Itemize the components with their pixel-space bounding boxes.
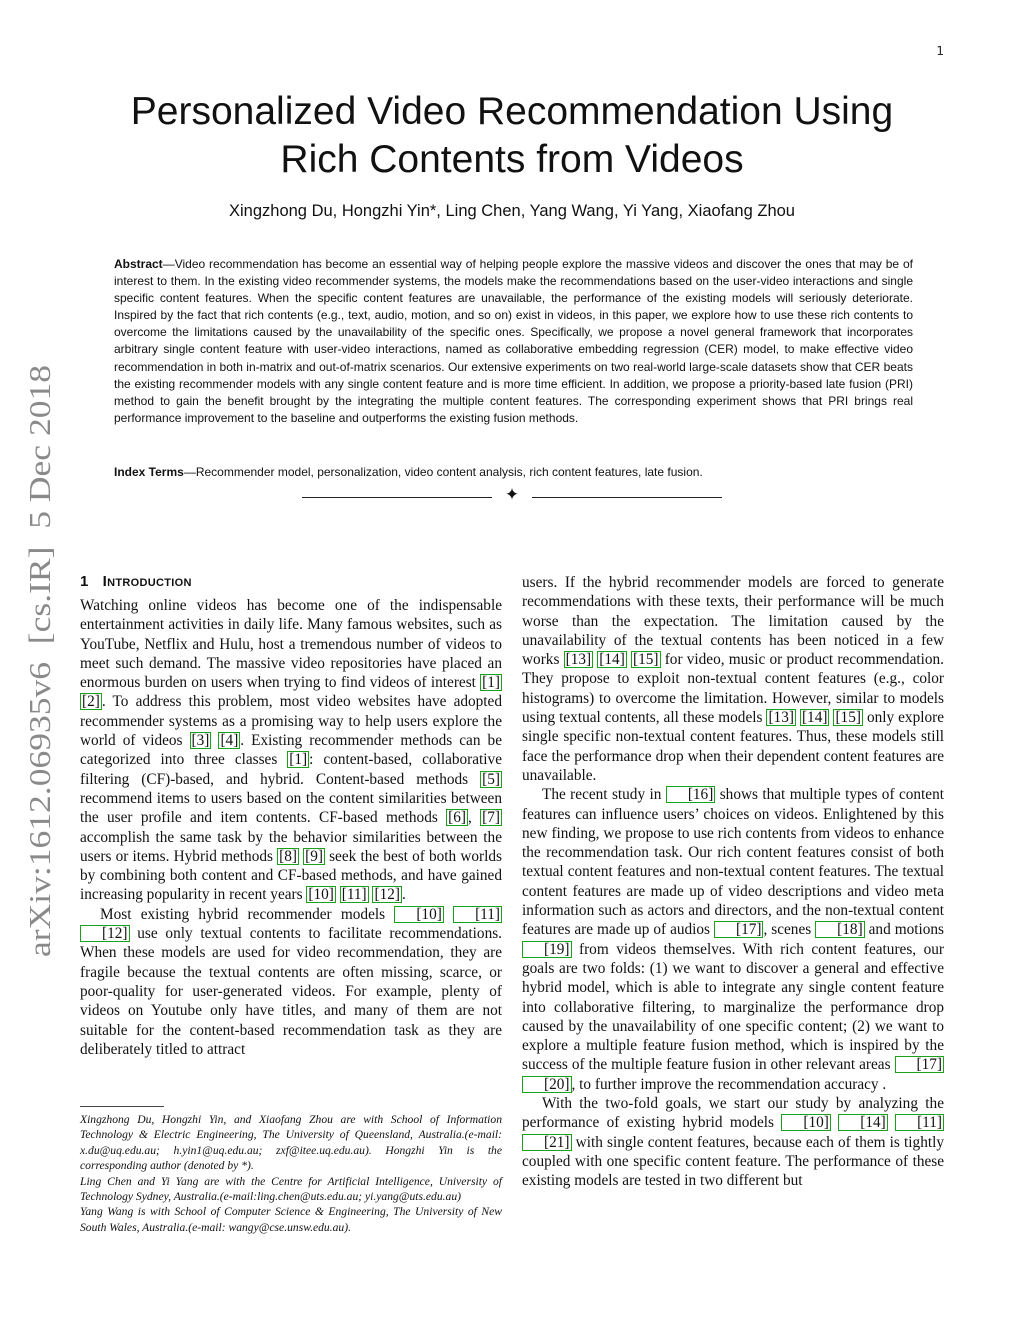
page-number: 1 bbox=[936, 44, 944, 58]
arxiv-stamp-graphic bbox=[12, 363, 68, 959]
citation-link[interactable]: [14] bbox=[801, 709, 828, 727]
citation-link[interactable]: [14] bbox=[599, 651, 625, 669]
section-divider bbox=[302, 485, 722, 508]
citation-link[interactable]: [10] bbox=[394, 906, 444, 923]
citation-link[interactable]: [12] bbox=[374, 886, 400, 904]
divider-line-left bbox=[302, 497, 492, 498]
citation-link[interactable]: [7] bbox=[482, 809, 500, 827]
citation-link[interactable]: [11] bbox=[453, 906, 502, 923]
intro-paragraph-2: Most existing hybrid recommender models [10] [11] [12] use only textual contents to facilitate recommendations. When these models are used for video recommendation, they are fragile because the textual contents are often missing, scarce, or poor-quality for user-generated videos. For example, plenty of videos on Youtube only have titles, and many of them are not suitable for the content-based recommendation task as they are deliberately titled to attract bbox=[80, 905, 502, 1058]
citation-link[interactable]: [2] bbox=[82, 693, 100, 711]
footnotes bbox=[80, 1112, 502, 1235]
paper-title-line-1: Personalized Video Recommendation Using bbox=[130, 90, 894, 133]
citation-link[interactable]: [13] bbox=[565, 651, 592, 669]
citation-link[interactable]: [10] bbox=[781, 1114, 831, 1131]
citation-link[interactable]: [13] bbox=[768, 709, 794, 727]
arxiv-stamp-text: arXiv:1612.06935v6 [cs.IR] 5 Dec 2018 bbox=[22, 440, 57, 957]
arxiv-stamp bbox=[12, 363, 68, 959]
citation-link[interactable]: [12] bbox=[80, 925, 130, 942]
citation-link[interactable]: [15] bbox=[835, 709, 861, 727]
left-column bbox=[80, 573, 502, 1059]
intro-paragraph-5: With the two-fold goals, we start our study by analyzing the performance of existing hybrid models [10] [14] [11] [21] with single content features, because each of them is tightly coupled with one specific content feature. The performance of these existing models are tested in two different but bbox=[522, 1095, 944, 1190]
citation-link[interactable]: [1] bbox=[289, 751, 308, 769]
citation-link[interactable]: [3] bbox=[191, 732, 210, 750]
citation-link[interactable]: [11] bbox=[341, 886, 367, 904]
paper-title bbox=[80, 88, 944, 183]
right-column bbox=[522, 573, 944, 1191]
abstract-text: —Video recommendation has become an essential way of helping people explore the massive videos and discover the ones that may be of interest to them. In the existing video recommender systems, the models make the recommendations based on the user-video interactions and single specific content features. When the specific content features are unavailable, the performance of the existing models will seriously deteriorate. Inspired by the fact that rich contents (e.g., text, audio, motion, and so on) exist in videos, in this paper, we explore how to use these rich contents to overcome the limitations caused by the unavailability of the specific ones. Specifically, we propose a novel general framework that incorporates arbitrary single content feature with user-video interactions, named as collaborative embedding regression (CER) model, to make effective video recommendation in both in-matrix and out-of-matrix scenarios. Our extensive experiments on two real-world large-scale datasets show that CER beats the existing recommender models with any single content feature and is more time efficient. In addition, we propose a priority-based late fusion (PRI) method to gain the benefit brought by the integrating the multiple content features. The corresponding experiment shows that PRI brings real performance improvement to the baseline and outperforms the existing fusion methods. bbox=[114, 257, 913, 425]
author-list: Xingzhong Du, Hongzhi Yin*, Ling Chen, Yang Wang, Yi Yang, Xiaofang Zhou bbox=[229, 202, 795, 220]
intro-paragraph-1: Watching online videos has become one of the indispensable entertainment activities in daily life. Many famous websites, such as YouTube, Netflix and Hulu, host a tremendous number of videos to meet such demand. The massive video repositories have placed an enormous burden on users when trying to find videos of interest [1] [2] . To address this problem, most video websites have adopted recommender systems as a promising way to help users explore the world of videos [3] [4] . Existing recommender methods can be categorized into three classes [1] : content-based, collaborative filtering (CF)-based, and hybrid. Content-based methods [5] recommend items to users based on the content similarities between the user profile and item contents. CF-based methods [6] , [7] accomplish the same task by the behavior similarities between the users or items. Hybrid methods [8] [9] seek the best of both worlds by combining both content and CF-based methods, and have gained increasing popularity in recent years [10] [11] [12] . bbox=[80, 597, 502, 904]
citation-link[interactable]: [4] bbox=[220, 732, 239, 750]
citation-link[interactable]: [11] bbox=[895, 1114, 944, 1131]
citation-link[interactable]: [10] bbox=[308, 886, 334, 904]
citation-link[interactable]: [21] bbox=[522, 1134, 572, 1151]
citation-link[interactable]: [14] bbox=[838, 1114, 888, 1131]
divider-star-icon: ✦ bbox=[504, 485, 520, 505]
citation-link[interactable]: [5] bbox=[482, 770, 500, 788]
citation-link[interactable]: [16] bbox=[666, 786, 716, 803]
divider-line-right bbox=[532, 497, 722, 498]
abstract-label: Abstract bbox=[114, 257, 163, 271]
intro-paragraph-3: users. If the hybrid recommender models are forced to generate recommendations with these texts, their performance will be much worse than the expectation. The limitation caused by the unavailability of the textual contents has been noticed in a few works [13] [14] [15] for video, music or product recommendation. They propose to exploit non-textual content features (e.g., color histograms) to overcome the limitation. However, similar to models using textual contents, all these models [13] [14] [15] only explore single specific non-textual content features. Thus, these models still face the performance drop when their dependent content features are unavailable. bbox=[522, 574, 945, 784]
footnote-affiliation-unsw: Yang Wang is with School of Computer Science & Engineering, The University of New South Wales, Australia.(e-mail: wangy@cse.unsw.edu.au). bbox=[80, 1205, 502, 1234]
citation-link[interactable]: [18] bbox=[815, 921, 865, 938]
index-terms bbox=[114, 464, 913, 481]
citation-link[interactable]: [9] bbox=[305, 847, 323, 865]
footnote-affiliation-uts: Ling Chen and Yi Yang are with the Centre for Artificial Intelligence, University of Technology Sydney, Australia.(e-mail:ling.chen@uts.edu.au; yi.yang@uts.edu.au) bbox=[80, 1174, 502, 1204]
citation-link[interactable]: [19] bbox=[522, 941, 572, 958]
footnote-affiliation-uq: Xingzhong Du, Hongzhi Yin, and Xiaofang Zhou are with School of Information Technology & Electric Engineering, The University of Queensland, Australia.(e-mail: x.du@uq.edu.au; h.yin1@uq.edu.au; zxf@itee.uq.edu.au). Hongzhi Yin is the corresponding author (denoted by *). bbox=[80, 1113, 502, 1173]
paper-title-line-2: Rich Contents from Videos bbox=[280, 137, 744, 181]
intro-paragraph-4: The recent study in [16] shows that multiple types of content features can influence users’ choices on videos. Enlightened by this new finding, we propose to use rich contents from videos to enhance the recommendation task. Our rich content features consist of both textual content features and non-textual content features. The textual content features are made up of video descriptions and video meta information such as actors and directors, and the non-textual content features are made up of audios [17] , scenes [18] and motions [19] from videos themselves. With rich content features, our goals are two folds: (1) we want to discover a general and effective hybrid model, which is able to integrate any single content feature into collaborative filtering, to marginalize the performance drop caused by the unavailability of one specific content; (2) we want to explore a multiple feature fusion method, which is inspired by the success of the multiple feature fusion in other relevant areas [17] [20] , to further improve the recommendation accuracy . bbox=[522, 786, 944, 1093]
citation-link[interactable]: [17] bbox=[895, 1056, 945, 1073]
citation-link[interactable]: [6] bbox=[448, 809, 466, 827]
index-terms-label: Index Terms bbox=[114, 465, 184, 479]
citation-link[interactable]: [1] bbox=[482, 674, 500, 692]
footnote-rule bbox=[80, 1106, 164, 1107]
citation-link[interactable]: [17] bbox=[714, 921, 764, 938]
section-number: 1 bbox=[80, 573, 89, 590]
index-terms-text: —Recommender model, personalization, video content analysis, rich content features, late fusion. bbox=[183, 465, 703, 479]
section-title: Introduction bbox=[102, 573, 192, 590]
section-heading bbox=[80, 573, 502, 590]
citation-link[interactable]: [8] bbox=[279, 847, 297, 865]
abstract bbox=[114, 256, 913, 427]
citation-link[interactable]: [20] bbox=[522, 1076, 572, 1093]
citation-link[interactable]: [15] bbox=[633, 651, 659, 669]
